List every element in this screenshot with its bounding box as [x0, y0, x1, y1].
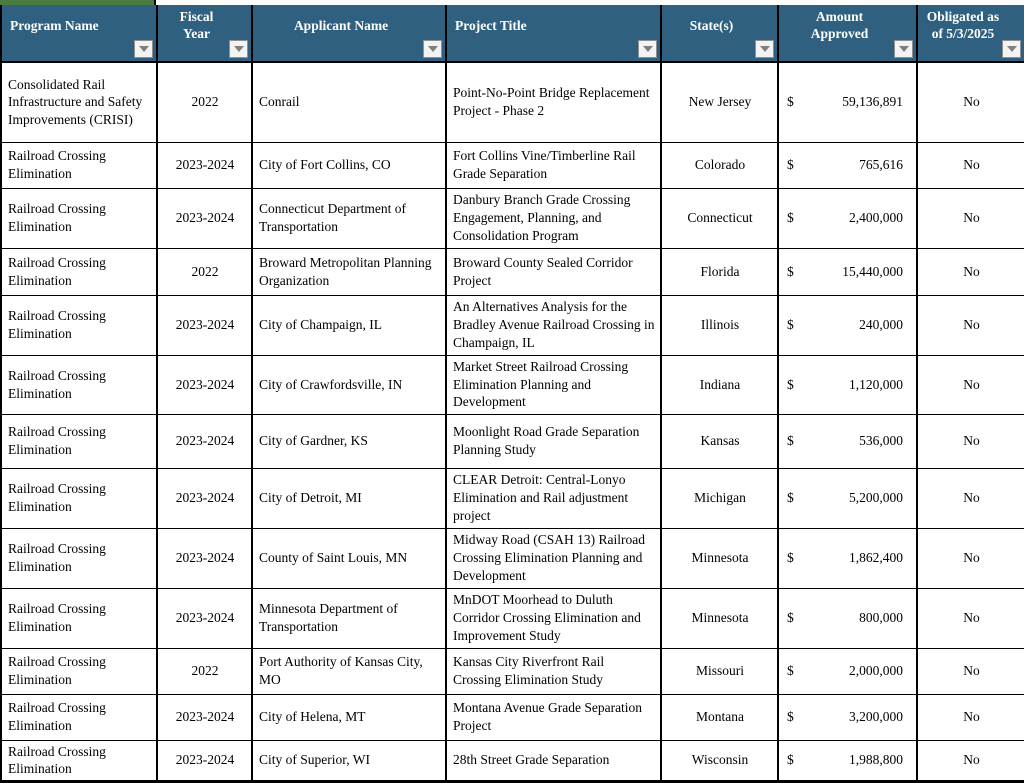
filter-dropdown-button[interactable]: [423, 40, 442, 58]
table-row: [1, 142, 1024, 188]
cell-applicant-name[interactable]: City of Champaign, IL: [252, 295, 446, 355]
currency-symbol: $: [787, 550, 794, 566]
amount-accounting-format: [779, 609, 916, 627]
cell-states[interactable]: Minnesota: [661, 528, 778, 588]
cell-fiscal-year[interactable]: 2022: [157, 62, 252, 142]
column-header-program-name[interactable]: [1, 5, 157, 62]
cell-states[interactable]: Minnesota: [661, 588, 778, 648]
currency-symbol: $: [787, 610, 794, 626]
cell-project-title[interactable]: An Alternatives Analysis for the Bradley Avenue Railroad Crossing in Champaign, IL: [446, 295, 661, 355]
cell-applicant-name[interactable]: Port Authority of Kansas City, MO: [252, 648, 446, 694]
cell-amount-approved[interactable]: [778, 142, 917, 188]
amount-value: 59,136,891: [842, 94, 903, 110]
amount-value: 15,440,000: [842, 263, 903, 279]
cell-amount-approved[interactable]: [778, 648, 917, 694]
cell-program-name[interactable]: Consolidated Rail Infrastructure and Safety Improvements (CRISI): [1, 62, 157, 142]
cell-states[interactable]: Indiana: [661, 355, 778, 414]
amount-value: 2,400,000: [849, 210, 903, 226]
currency-symbol: $: [787, 263, 794, 279]
column-header-label: State(s): [689, 17, 734, 33]
cell-amount-approved[interactable]: [778, 248, 917, 295]
amount-accounting-format: [779, 432, 916, 450]
cell-project-title[interactable]: Point-No-Point Bridge Replacement Project - Phase 2: [446, 62, 661, 142]
cell-applicant-name[interactable]: City of Superior, WI: [252, 740, 446, 782]
cell-fiscal-year[interactable]: 2023-2024: [157, 142, 252, 188]
cell-amount-approved[interactable]: [778, 295, 917, 355]
cell-obligated[interactable]: No: [917, 62, 1024, 142]
filter-arrow-icon: [899, 46, 909, 52]
column-header-label: Fiscal Year: [179, 9, 214, 41]
cell-program-name[interactable]: Railroad Crossing Elimination: [1, 142, 157, 188]
cell-applicant-name[interactable]: Broward Metropolitan Planning Organization: [252, 248, 446, 295]
cell-fiscal-year[interactable]: 2022: [157, 248, 252, 295]
cell-states[interactable]: New Jersey: [661, 62, 778, 142]
cell-program-name[interactable]: Railroad Crossing Elimination: [1, 248, 157, 295]
filter-dropdown-button[interactable]: [1002, 40, 1021, 58]
cell-obligated[interactable]: No: [917, 588, 1024, 648]
cell-fiscal-year[interactable]: 2023-2024: [157, 588, 252, 648]
cell-obligated[interactable]: No: [917, 295, 1024, 355]
cell-amount-approved[interactable]: [778, 188, 917, 248]
filter-arrow-icon: [643, 46, 653, 52]
column-header-label: Applicant Name: [293, 17, 389, 33]
cell-states[interactable]: Kansas: [661, 414, 778, 468]
table-row: [1, 588, 1024, 648]
cell-project-title[interactable]: CLEAR Detroit: Central-Lonyo Elimination and Rail adjustment project: [446, 468, 661, 528]
cell-applicant-name[interactable]: County of Saint Louis, MN: [252, 528, 446, 588]
amount-accounting-format: [779, 751, 916, 769]
amount-accounting-format: [779, 549, 916, 567]
cell-project-title[interactable]: Fort Collins Vine/Timberline Rail Grade Separation: [446, 142, 661, 188]
column-header-applicant-name[interactable]: [252, 5, 446, 62]
currency-symbol: $: [787, 663, 794, 679]
amount-accounting-format: [779, 708, 916, 726]
table-row: [1, 248, 1024, 295]
table-row: [1, 188, 1024, 248]
cell-amount-approved[interactable]: [778, 740, 917, 782]
column-header-label: Obligated as of 5/3/2025: [926, 9, 1000, 41]
cell-project-title[interactable]: Broward County Sealed Corridor Project: [446, 248, 661, 295]
amount-value: 3,200,000: [849, 709, 903, 725]
amount-value: 240,000: [859, 317, 903, 333]
cell-obligated[interactable]: No: [917, 740, 1024, 782]
filter-dropdown-button[interactable]: [638, 40, 657, 58]
header-row: [1, 5, 1024, 62]
currency-symbol: $: [787, 317, 794, 333]
cell-applicant-name[interactable]: City of Detroit, MI: [252, 468, 446, 528]
filter-dropdown-button[interactable]: [134, 40, 153, 58]
cell-states[interactable]: Illinois: [661, 295, 778, 355]
table-body: [1, 62, 1024, 782]
cell-program-name[interactable]: Railroad Crossing Elimination: [1, 648, 157, 694]
cell-program-name[interactable]: Railroad Crossing Elimination: [1, 740, 157, 782]
cell-amount-approved[interactable]: [778, 528, 917, 588]
cell-states[interactable]: Missouri: [661, 648, 778, 694]
cell-program-name[interactable]: Railroad Crossing Elimination: [1, 355, 157, 414]
currency-symbol: $: [787, 709, 794, 725]
cell-obligated[interactable]: No: [917, 694, 1024, 740]
cell-obligated[interactable]: No: [917, 142, 1024, 188]
table-row: [1, 62, 1024, 142]
cell-obligated[interactable]: No: [917, 188, 1024, 248]
cell-program-name[interactable]: Railroad Crossing Elimination: [1, 414, 157, 468]
currency-symbol: $: [787, 94, 794, 110]
column-header-label: Project Title: [455, 17, 527, 33]
filter-dropdown-button[interactable]: [894, 40, 913, 58]
filter-dropdown-button[interactable]: [229, 40, 248, 58]
amount-accounting-format: [779, 489, 916, 507]
amount-value: 800,000: [859, 610, 903, 626]
cell-amount-approved[interactable]: [778, 468, 917, 528]
table-row: [1, 355, 1024, 414]
currency-symbol: $: [787, 752, 794, 768]
cell-project-title[interactable]: Moonlight Road Grade Separation Planning Study: [446, 414, 661, 468]
cell-project-title[interactable]: MnDOT Moorhead to Duluth Corridor Crossing Elimination and Improvement Study: [446, 588, 661, 648]
amount-accounting-format: [779, 376, 916, 394]
cell-obligated[interactable]: No: [917, 248, 1024, 295]
column-header-project-title[interactable]: [446, 5, 661, 62]
currency-symbol: $: [787, 433, 794, 449]
column-header-obligated[interactable]: [917, 5, 1024, 62]
table-row: [1, 648, 1024, 694]
filter-arrow-icon: [760, 46, 770, 52]
currency-symbol: $: [787, 490, 794, 506]
filter-arrow-icon: [234, 46, 244, 52]
cell-applicant-name[interactable]: City of Fort Collins, CO: [252, 142, 446, 188]
cell-applicant-name[interactable]: Connecticut Department of Transportation: [252, 188, 446, 248]
table-row: [1, 740, 1024, 782]
cell-fiscal-year[interactable]: 2023-2024: [157, 528, 252, 588]
cell-obligated[interactable]: No: [917, 648, 1024, 694]
column-header-amount-approved[interactable]: [778, 5, 917, 62]
amount-value: 1,120,000: [849, 376, 903, 392]
cell-applicant-name[interactable]: Minnesota Department of Transportation: [252, 588, 446, 648]
amount-value: 765,616: [859, 157, 903, 173]
column-header-label: Amount Approved: [810, 9, 869, 41]
table-row: [1, 694, 1024, 740]
filter-arrow-icon: [428, 46, 438, 52]
cell-amount-approved[interactable]: [778, 588, 917, 648]
cell-obligated[interactable]: No: [917, 528, 1024, 588]
amount-value: 5,200,000: [849, 490, 903, 506]
cell-project-title[interactable]: Market Street Railroad Crossing Elimination Planning and Development: [446, 355, 661, 414]
cell-applicant-name[interactable]: City of Gardner, KS: [252, 414, 446, 468]
cell-obligated[interactable]: No: [917, 414, 1024, 468]
cell-fiscal-year[interactable]: 2023-2024: [157, 740, 252, 782]
amount-accounting-format: [779, 316, 916, 334]
cell-states[interactable]: Michigan: [661, 468, 778, 528]
table-row: [1, 528, 1024, 588]
cell-project-title[interactable]: Kansas City Riverfront Rail Crossing Elimination Study: [446, 648, 661, 694]
filter-dropdown-button[interactable]: [755, 40, 774, 58]
cell-amount-approved[interactable]: [778, 62, 917, 142]
cell-fiscal-year[interactable]: 2023-2024: [157, 468, 252, 528]
cell-applicant-name[interactable]: City of Helena, MT: [252, 694, 446, 740]
amount-accounting-format: [779, 93, 916, 111]
amount-value: 1,862,400: [849, 550, 903, 566]
cell-program-name[interactable]: Railroad Crossing Elimination: [1, 588, 157, 648]
table-row: [1, 414, 1024, 468]
cell-program-name[interactable]: Railroad Crossing Elimination: [1, 528, 157, 588]
cell-states[interactable]: Colorado: [661, 142, 778, 188]
filter-arrow-icon: [139, 46, 149, 52]
cell-project-title[interactable]: Montana Avenue Grade Separation Project: [446, 694, 661, 740]
cell-fiscal-year[interactable]: 2023-2024: [157, 188, 252, 248]
amount-value: 536,000: [859, 433, 903, 449]
cell-amount-approved[interactable]: [778, 355, 917, 414]
cell-fiscal-year[interactable]: 2023-2024: [157, 414, 252, 468]
amount-accounting-format: [779, 662, 916, 680]
cell-program-name[interactable]: Railroad Crossing Elimination: [1, 468, 157, 528]
filter-arrow-icon: [1007, 46, 1017, 52]
column-header-fiscal-year[interactable]: [157, 5, 252, 62]
cell-program-name[interactable]: Railroad Crossing Elimination: [1, 295, 157, 355]
cell-project-title[interactable]: 28th Street Grade Separation: [446, 740, 661, 782]
amount-value: 2,000,000: [849, 663, 903, 679]
cell-program-name[interactable]: Railroad Crossing Elimination: [1, 694, 157, 740]
grants-table: [0, 5, 1024, 783]
currency-symbol: $: [787, 157, 794, 173]
cell-states[interactable]: Wisconsin: [661, 740, 778, 782]
cell-fiscal-year[interactable]: 2023-2024: [157, 355, 252, 414]
cell-states[interactable]: Montana: [661, 694, 778, 740]
table-row: [1, 468, 1024, 528]
currency-symbol: $: [787, 210, 794, 226]
amount-value: 1,988,800: [849, 752, 903, 768]
cell-states[interactable]: Connecticut: [661, 188, 778, 248]
cell-fiscal-year[interactable]: 2022: [157, 648, 252, 694]
cell-obligated[interactable]: No: [917, 355, 1024, 414]
table-row: [1, 295, 1024, 355]
cell-project-title[interactable]: Midway Road (CSAH 13) Railroad Crossing Elimination Planning and Development: [446, 528, 661, 588]
cell-applicant-name[interactable]: Conrail: [252, 62, 446, 142]
cell-obligated[interactable]: No: [917, 468, 1024, 528]
cell-states[interactable]: Florida: [661, 248, 778, 295]
amount-accounting-format: [779, 156, 916, 174]
currency-symbol: $: [787, 376, 794, 392]
cell-fiscal-year[interactable]: 2023-2024: [157, 694, 252, 740]
table-header: [1, 5, 1024, 62]
cell-fiscal-year[interactable]: 2023-2024: [157, 295, 252, 355]
cell-amount-approved[interactable]: [778, 694, 917, 740]
cell-project-title[interactable]: Danbury Branch Grade Crossing Engagement, Planning, and Consolidation Program: [446, 188, 661, 248]
cell-program-name[interactable]: Railroad Crossing Elimination: [1, 188, 157, 248]
column-header-states[interactable]: [661, 5, 778, 62]
amount-accounting-format: [779, 209, 916, 227]
amount-accounting-format: [779, 263, 916, 281]
cell-amount-approved[interactable]: [778, 414, 917, 468]
column-header-label: Program Name: [10, 17, 99, 33]
cell-applicant-name[interactable]: City of Crawfordsville, IN: [252, 355, 446, 414]
